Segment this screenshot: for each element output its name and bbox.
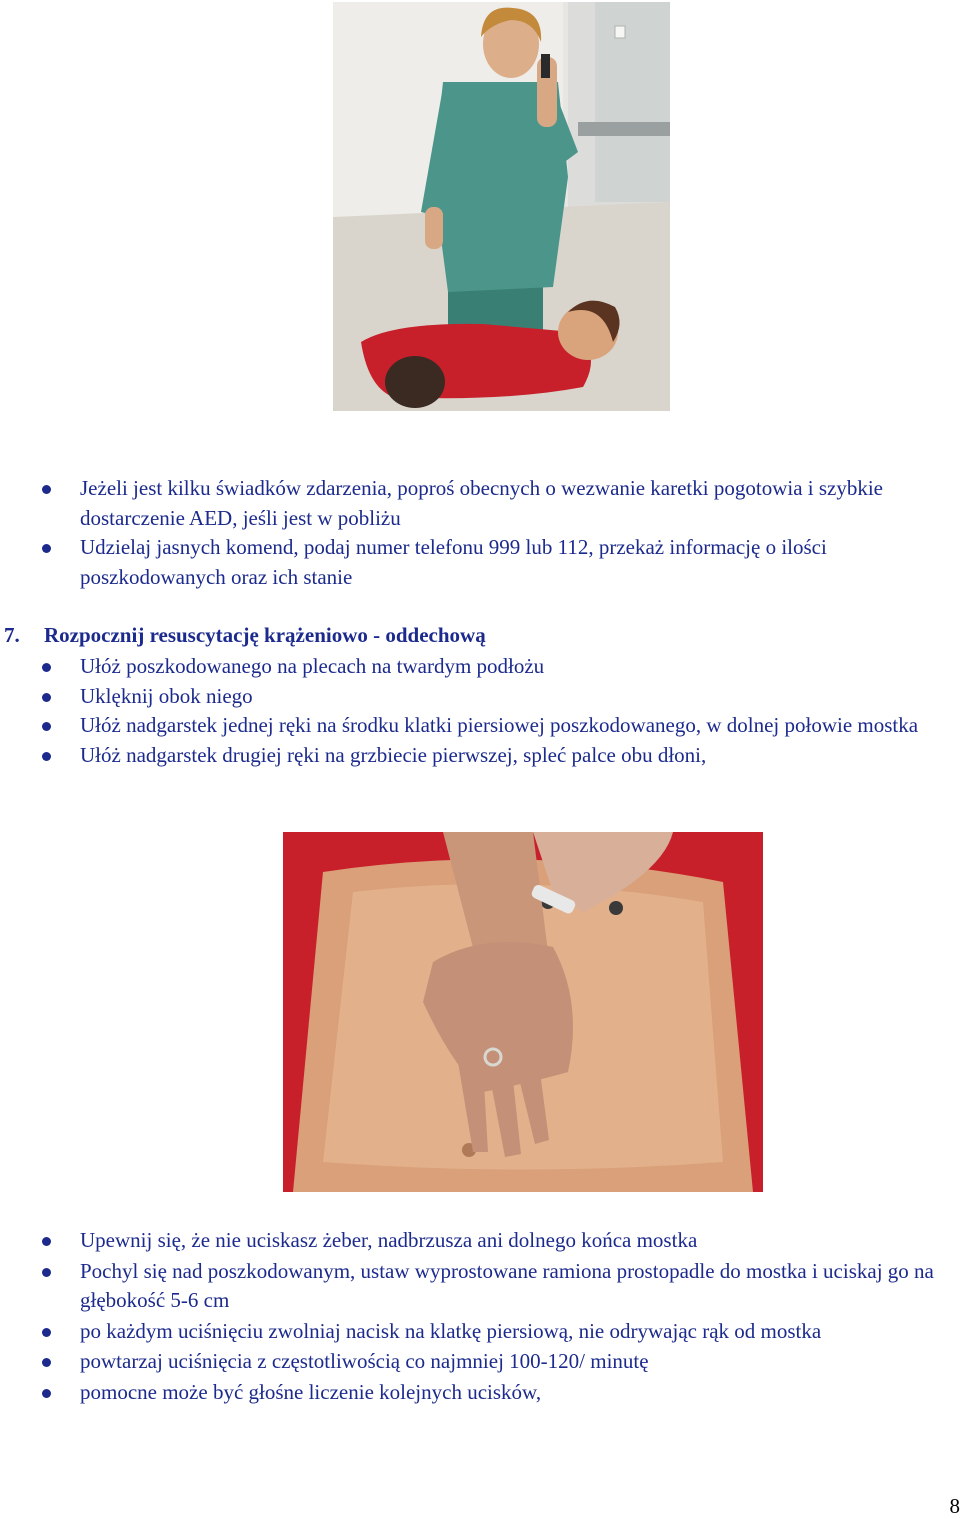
step-title: Rozpocznij resuscytację krążeniowo - oddechową bbox=[44, 623, 486, 647]
bullet-dot bbox=[42, 1268, 51, 1277]
list-item: Uklęknij obok niego bbox=[0, 682, 960, 712]
list-item: Pochyl się nad poszkodowanym, ustaw wyprostowane ramiona prostopadle do mostka i uciskaj go na głębokość 5-6 cm bbox=[0, 1257, 960, 1316]
photo-chest-compression-hands bbox=[283, 832, 763, 1192]
bullet-dot bbox=[42, 722, 51, 731]
bullet-dot bbox=[42, 663, 51, 672]
list-item: powtarzaj uciśnięcia z częstotliwością co najmniej 100-120/ minutę bbox=[0, 1347, 960, 1377]
bullet-dot bbox=[42, 544, 51, 553]
bullet-dot bbox=[42, 1328, 51, 1337]
bullet-dot bbox=[42, 1389, 51, 1398]
bullet-list-hand-position bbox=[0, 652, 960, 770]
bullet-list-compression-technique bbox=[0, 1226, 960, 1408]
page-number: 8 bbox=[949, 1494, 960, 1518]
list-item: po każdym uciśnięciu zwolniaj nacisk na klatkę piersiową, nie odrywając rąk od mostka bbox=[0, 1317, 960, 1347]
bullet-dot bbox=[42, 1358, 51, 1367]
bullet-dot bbox=[42, 693, 51, 702]
bullet-dot bbox=[42, 752, 51, 761]
bullet-dot bbox=[42, 485, 51, 494]
bullet-list-emergency-call bbox=[0, 474, 960, 592]
list-item: pomocne może być głośne liczenie kolejnych ucisków, bbox=[0, 1378, 960, 1408]
step-number: 7. bbox=[4, 623, 20, 647]
list-item: Ułóż nadgarstek drugiej ręki na grzbiecie pierwszej, spleć palce obu dłoni, bbox=[0, 741, 960, 771]
bullet-dot bbox=[42, 1237, 51, 1246]
list-item: Udzielaj jasnych komend, podaj numer telefonu 999 lub 112, przekaż informację o ilości poszkodowanych oraz ich stanie bbox=[0, 533, 960, 592]
photo-rescuer-calling bbox=[333, 2, 670, 411]
list-item: Jeżeli jest kilku świadków zdarzenia, poproś obecnych o wezwanie karetki pogotowia i szybkie dostarczenie AED, jeśli jest w pobliżu bbox=[0, 474, 960, 533]
list-item: Upewnij się, że nie uciskasz żeber, nadbrzusza ani dolnego końca mostka bbox=[0, 1226, 960, 1256]
list-item: Ułóż poszkodowanego na plecach na twardym podłożu bbox=[0, 652, 960, 682]
list-item: Ułóż nadgarstek jednej ręki na środku klatki piersiowej poszkodowanego, w dolnej połowie mostka bbox=[0, 711, 960, 741]
